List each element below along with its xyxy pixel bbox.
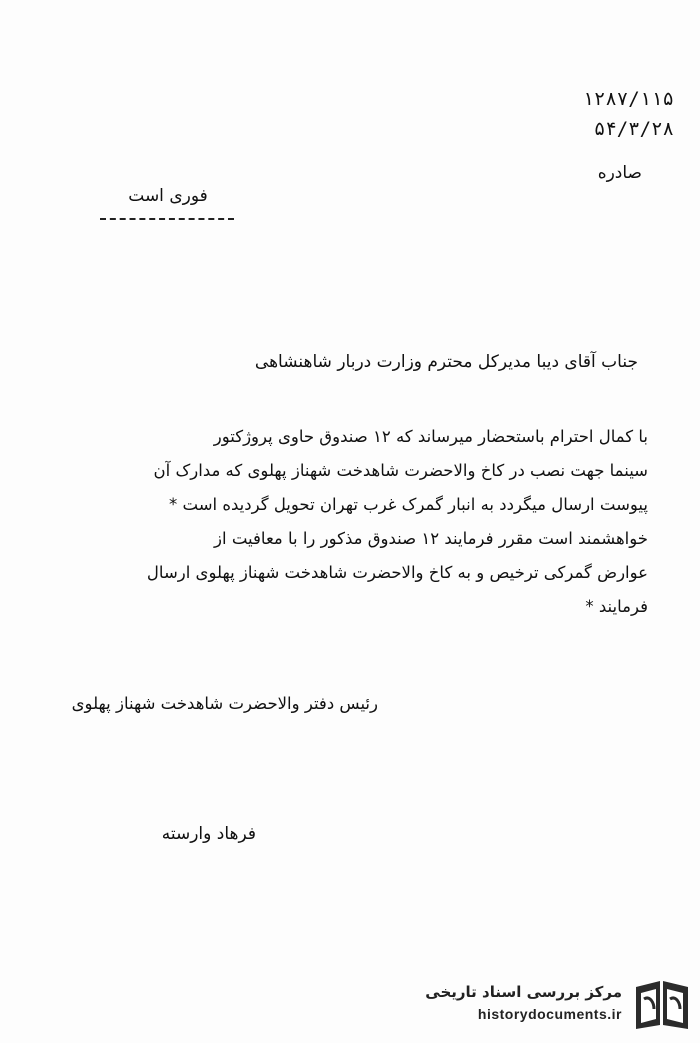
body-line-3: پیوست ارسال میگردد به انبار گمرک غرب تهران تحویل گردیده است * bbox=[169, 495, 648, 514]
letter-body bbox=[88, 420, 648, 624]
body-line-1: با کمال احترام باستحضار میرساند که ۱۲ صندوق حاوی پروژکتور bbox=[213, 427, 648, 446]
watermark-org-name: مرکز بررسی اسناد تاریخی bbox=[425, 983, 622, 1001]
addressee: جناب آقای دیبا مدیرکل محترم وزارت دربار شاهنشاهی bbox=[254, 352, 638, 372]
watermark bbox=[402, 975, 692, 1037]
signer-name: فرهاد وارسته bbox=[161, 824, 256, 844]
document-date: ۵۴/۳/۲۸ bbox=[593, 118, 674, 140]
body-line-4: خواهشمند است مقرر فرمایند ۱۲ صندوق مذکور را با معافیت از bbox=[214, 529, 648, 548]
urgent-label: فوری است bbox=[128, 186, 208, 206]
outgoing-label: صادره bbox=[597, 163, 642, 183]
reference-number: ۱۲۸۷/۱۱۵ bbox=[582, 88, 674, 110]
watermark-url: historydocuments.ir bbox=[477, 1006, 622, 1022]
signer-title: رئیس دفتر والاحضرت شاهدخت شهناز پهلوی bbox=[71, 694, 378, 713]
urgent-block bbox=[100, 186, 236, 220]
body-line-6: فرمایند * bbox=[585, 597, 648, 616]
body-line-2: سینما جهت نصب در کاخ والاحضرت شاهدخت شهناز پهلوی که مدارک آن bbox=[153, 461, 648, 480]
body-line-5: عوارض گمرکی ترخیص و به کاخ والاحضرت شاهدخت شهناز پهلوی ارسال bbox=[146, 563, 648, 582]
book-logo-icon bbox=[630, 977, 692, 1033]
watermark-text bbox=[402, 981, 622, 1025]
urgent-underline bbox=[100, 218, 234, 220]
